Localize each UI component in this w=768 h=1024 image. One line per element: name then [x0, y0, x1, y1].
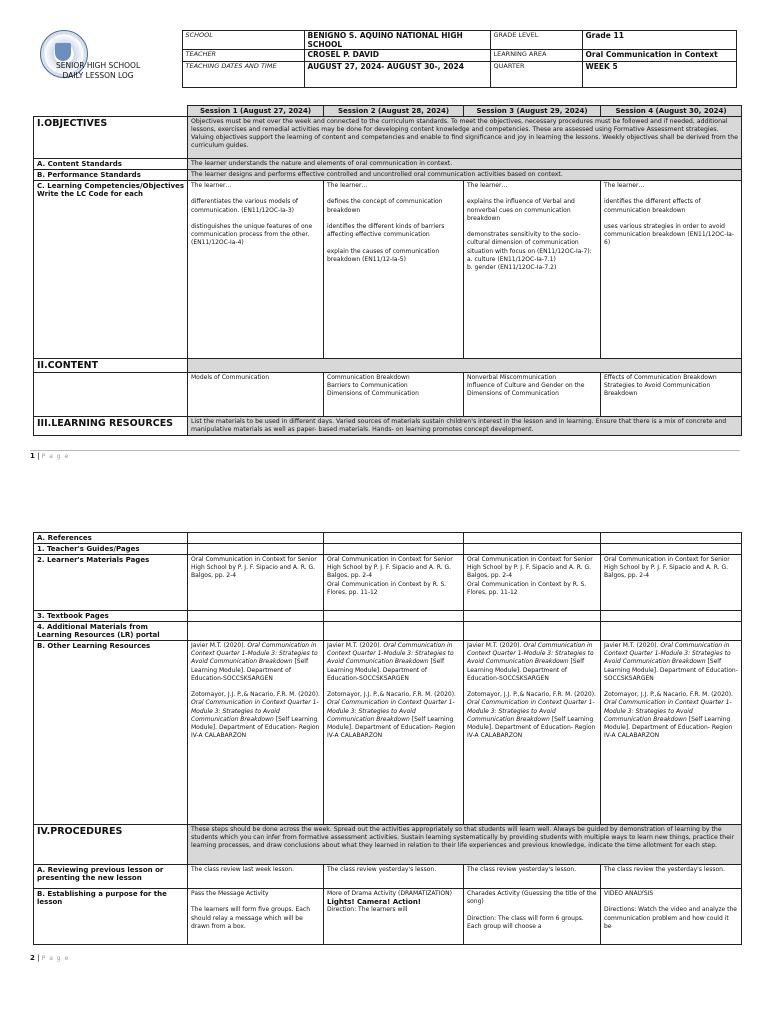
school-value: BENIGNO S. AQUINO NATIONAL HIGH SCHOOL — [304, 31, 490, 50]
content-session-3: Nonverbal Miscommunication Influence of Culture and Gender on the Dimensions of Communication — [464, 373, 601, 417]
other-resources-session-3: Javier M.T. (2020). Oral Communication in Context Quarter 1-Module 3: Strategies to Avoid Communication Breakdown [Self Learning Module]. Department of Education-SOCCSKSARGEN Zotomayor, J.J. P.,& Nacario, F.R. M. (2020). Oral Communication in Context Quarter 1-Module 3: Strategies to Avoid Communication Breakdown [Self Learning Module]. Department of Education- Region IV-A CALABARZON — [464, 641, 601, 825]
procedures-title: IV.PROCEDURES — [34, 825, 188, 865]
page-footer-2: 2 | P a g e — [30, 954, 70, 962]
teacher-value: CROSEL P. DAVID — [304, 50, 490, 62]
reviewing-session-3: The class review yesterday's lesson. — [464, 865, 601, 889]
grade-value: Grade 11 — [582, 31, 736, 50]
reviewing-session-4: The class review the yesterday's lesson. — [601, 865, 742, 889]
area-label: LEARNING AREA — [490, 50, 582, 62]
session-1-header: Session 1 (August 27, 2024) — [188, 106, 324, 117]
content-title: II.CONTENT — [34, 359, 188, 373]
objectives-text: Objectives must be met over the week and connected to the curriculum standards. To meet the objectives, necessary procedures must be followed and if needed, additional lessons, exercises and remedial activities may be done for developing content knowledge and competencies. These are assessed using Formative Assessment strategies. Valuing objectives support the learning of content and competencies and enable to find significance and joy in learning the lessons. Weekly objectives shall be derived from the curriculum guides. — [188, 117, 742, 159]
grade-label: GRADE LEVEL — [490, 31, 582, 50]
teacher-label: TEACHER — [185, 50, 217, 58]
other-resources-session-2: Javier M.T. (2020). Oral Communication in Context Quarter 1-Module 3: Strategies to Avoid Communication Breakdown [Self Learning Module]. Department of Education-SOCCSKSARGEN Zotomayor, J.J. P.,& Nacario, F.R. M. (2020). Oral Communication in Context Quarter 1-Module 3: Strategies to Avoid Communication Breakdown [Self Learning Module]. Department of Education- Region IV-A CALABARZON — [324, 641, 464, 825]
dates-value: AUGUST 27, 2024- AUGUST 30-, 2024 — [304, 62, 490, 88]
lesson-table — [33, 105, 742, 436]
competency-session-3: The learner… explains the influence of Verbal and nonverbal cues on communication breakdown demonstrates sensitivity to the socio-cultural dimension of communication situation with focus on (EN11/12OC-Ia-7): a. culture (EN11/12OC-Ia-7.1) b. gender (EN11/12OC-Ia-7.2) — [464, 181, 601, 359]
additional-materials-label: 4. Additional Materials from Learning Resources (LR) portal — [34, 622, 188, 641]
competency-session-2: The learner… defines the concept of communication breakdown identifies the different kinds of barriers affecting effective communication explain the causes of communication breakdown (EN11/12-Ia-5) — [324, 181, 464, 359]
content-session-1: Models of Communication — [188, 373, 324, 417]
office-title: SENIOR HIGH SCHOOL DAILY LESSON LOG — [56, 60, 141, 80]
content-standards-label: A. Content Standards — [34, 159, 188, 170]
reviewing-session-1: The class review last week lesson. — [188, 865, 324, 889]
performance-standards-label: B. Performance Standards — [34, 170, 188, 181]
learners-materials-session-3: Oral Communication in Context for Senior High School by P. J. F. Sipacio and A. R. G. Balgos, pp. 2-4 Oral Communication in Context by R. S. Flores, pp. 11-12 — [464, 555, 601, 611]
page-footer-1: 1 | P a g e — [30, 452, 70, 460]
header-table — [30, 30, 737, 88]
content-standards-text: The learner understands the nature and elements of oral communication in context. — [188, 159, 742, 170]
objectives-title: I.OBJECTIVES — [34, 117, 188, 159]
quarter-label: QUARTER — [490, 62, 582, 88]
learners-materials-session-1: Oral Communication in Context for Senior High School by P. J. F. Sipacio and A. R. G. Balgos, pp. 2-4 — [188, 555, 324, 611]
footer-rule — [30, 450, 740, 451]
learners-materials-session-2: Oral Communication in Context for Senior High School by P. J. F. Sipacio and A. R. G. Balgos, pp. 2-4 Oral Communication in Context by R. S. Flores, pp. 11-12 — [324, 555, 464, 611]
content-session-2: Communication Breakdown Barriers to Communication Dimensions of Communication — [324, 373, 464, 417]
references-label: A. References — [34, 533, 188, 544]
purpose-session-4: VIDEO ANALYSIS Directions: Watch the video and analyze the communication problem and how could it be — [601, 889, 742, 945]
competency-session-4: The learner… identifies the different effects of communication breakdown uses various strategies in order to avoid communication breakdown (EN11/12OC-Ia-6) — [601, 181, 742, 359]
session-4-header: Session 4 (August 30, 2024) — [601, 106, 742, 117]
quarter-value: WEEK 5 — [582, 62, 736, 88]
other-resources-session-1: Javier M.T. (2020). Oral Communication in Context Quarter 1-Module 3: Strategies to Avoid Communication Breakdown [Self Learning Module]. Department of Education-SOCCSKSARGEN Zotomayor, J.J. P.,& Nacario, F.R. M. (2020). Oral Communication in Context Quarter 1-Module 3: Strategies to Avoid Communication Breakdown [Self Learning Module]. Department of Education- Region IV-A CALABARZON — [188, 641, 324, 825]
session-2-header: Session 2 (August 28, 2024) — [324, 106, 464, 117]
resources-text: List the materials to be used in different days. Varied sources of materials sustain children's interest in the lesson and in learning. Ensure that there is a mix of concrete and manipulative materials as well as paper- based materials. Hands- on learning promotes concept development. — [188, 417, 742, 436]
performance-standards-text: The learner designs and performs effective controlled and uncontrolled oral communication activities based on context. — [188, 170, 742, 181]
purpose-session-1: Pass the Message Activity The learners will form five groups. Each should relay a message which will be drawn from a box. — [188, 889, 324, 945]
dates-label: TEACHING DATES AND TIME — [185, 62, 277, 70]
competencies-label: C. Learning Competencies/Objectives Write the LC Code for each — [34, 181, 188, 359]
purpose-session-2: More of Drama Activity (DRAMATIZATION) Lights! Camera! Action! Direction: The learners will — [324, 889, 464, 945]
textbook-label: 3. Textbook Pages — [34, 611, 188, 622]
competency-session-1: The learner… differentiates the various models of communication. (EN11/12OC-Ia-3) distinguishes the unique features of one communication process from the other. (EN11/12OC-Ia-4) — [188, 181, 324, 359]
learners-materials-session-4: Oral Communication in Context for Senior High School by P. J. F. Sipacio and A. R. G. Balgos, pp. 2-4 — [601, 555, 742, 611]
purpose-label: B. Establishing a purpose for the lesson — [34, 889, 188, 945]
resources-title: III.LEARNING RESOURCES — [34, 417, 188, 436]
content-session-4: Effects of Communication Breakdown Strategies to Avoid Communication Breakdown — [601, 373, 742, 417]
other-resources-session-4: Javier M.T. (2020). Oral Communication in Context Quarter 1-Module 3: Strategies to Avoid Communication Breakdown [Self Learning Module]. Department of Education-SOCCSKSARGEN Zotomayor, J.J. P.,& Nacario, F.R. M. (2020). Oral Communication in Context Quarter 1-Module 3: Strategies to Avoid Communication Breakdown [Self Learning Module]. Department of Education- Region IV-A CALABARZON — [601, 641, 742, 825]
teachers-guides-label: 1. Teacher's Guides/Pages — [34, 544, 188, 555]
reviewing-session-2: The class review yesterday's lesson. — [324, 865, 464, 889]
other-resources-label: B. Other Learning Resources — [34, 641, 188, 825]
resources-table — [33, 532, 742, 945]
area-value: Oral Communication in Context — [582, 50, 736, 62]
reviewing-label: A. Reviewing previous lesson or presenting the new lesson — [34, 865, 188, 889]
school-label: SCHOOL — [185, 31, 213, 39]
session-3-header: Session 3 (August 29, 2024) — [464, 106, 601, 117]
procedures-text: These steps should be done across the week. Spread out the activities appropriately so that students will learn well. Always be guided by demonstration of learning by the students which you can infer from formative assessment activities. Sustain learning systematically by providing students with multiple ways to learn new things, practice their learning processes, and draw conclusions about what they learned in relation to their life experiences and previous knowledge, indicate the time allotment for each step. — [188, 825, 742, 865]
learners-materials-label: 2. Learner's Materials Pages — [34, 555, 188, 611]
purpose-session-3: Charades Activity (Guessing the title of the song) Direction: The class will form 6 groups. Each group will choose a — [464, 889, 601, 945]
